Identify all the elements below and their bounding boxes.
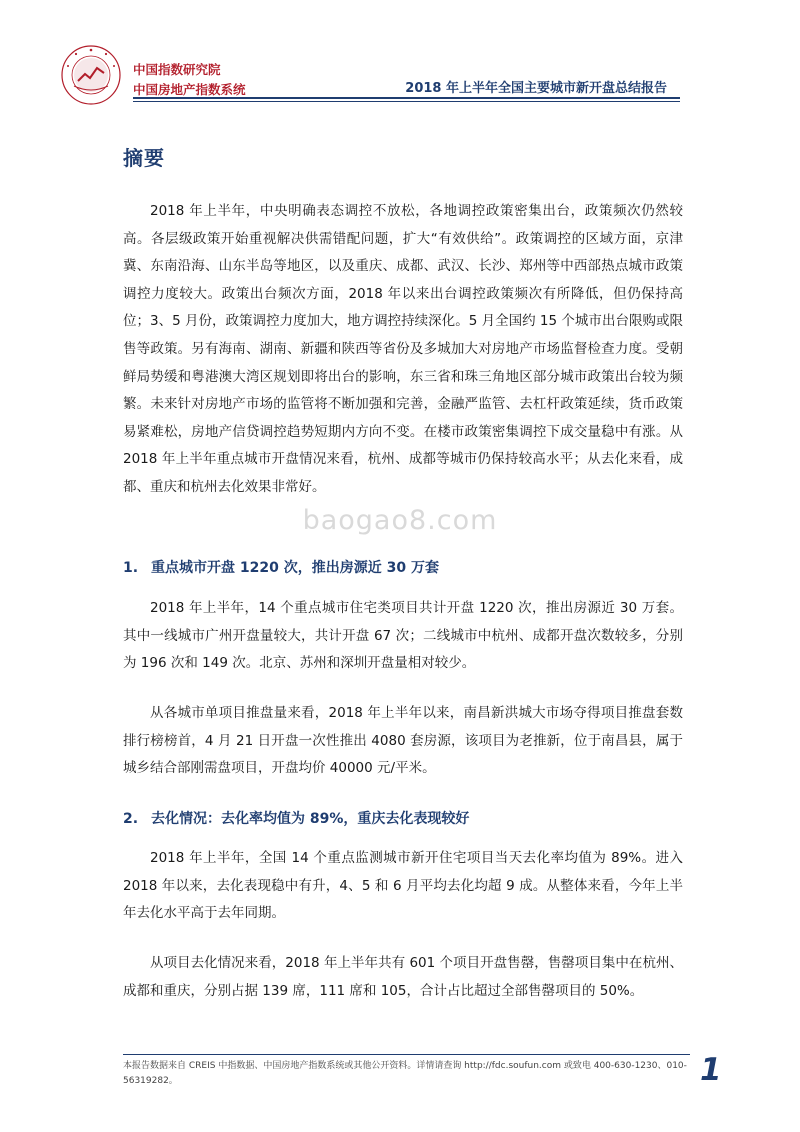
body-paragraph: 2018 年上半年，14 个重点城市住宅类项目共计开盘 1220 次，推出房源近 30 万套。其中一线城市广州开盘量较大，共计开盘 67 次；二线城市中杭州、成都开盘次数较多，分别为 196 次和 149 次。北京、苏州和深圳开盘量相对较少。 — [123, 600, 683, 672]
header-rule — [133, 97, 680, 99]
org-name-primary: 中国指数研究院 — [133, 62, 221, 77]
page-title: 摘要 — [123, 146, 165, 170]
org-name-secondary: 中国房地产指数系统 — [133, 82, 246, 97]
section-heading-1 — [123, 557, 439, 577]
section-number: 1. — [123, 560, 139, 576]
footer-rule — [123, 1054, 690, 1055]
header-rule-thin — [133, 101, 680, 102]
footer-note: 本报告数据来自 CREIS 中指数据、中国房地产指数系统或其他公开资料。详情请查询 http://fdc.soufun.com 或致电 400-630-1230、010-56319282。 — [123, 1061, 687, 1086]
body-paragraph: 从各城市单项目推盘量来看，2018 年上半年以来，南昌新洪城大市场夺得项目推盘套数排行榜榜首，4 月 21 日开盘一次性推出 4080 套房源，该项目为老推新，位于南昌县，属于城乡结合部刚需盘项目，开盘均价 40000 元/平米。 — [123, 705, 683, 777]
section-title: 重点城市开盘 1220 次，推出房源近 30 万套 — [151, 560, 439, 576]
report-title: 2018 年上半年全国主要城市新开盘总结报告 — [405, 81, 667, 96]
section-heading-2 — [123, 808, 469, 828]
page-number: 1 — [700, 1052, 722, 1088]
watermark: baogao8.com — [302, 505, 498, 536]
section-number: 2. — [123, 811, 139, 827]
institute-logo — [60, 44, 122, 106]
body-paragraph: 从项目去化情况来看，2018 年上半年共有 601 个项目开盘售罄，售罄项目集中在杭州、成都和重庆，分别占据 139 席，111 席和 105，合计占比超过全部售罄项目的 50%。 — [123, 955, 683, 999]
summary-paragraph: 2018 年上半年，中央明确表态调控不放松，各地调控政策密集出台，政策频次仍然较高。各层级政策开始重视解决供需错配问题，扩大“有效供给”。政策调控的区域方面，京津冀、东南沿海、山东半岛等地区，以及重庆、成都、武汉、长沙、郑州等中西部热点城市政策调控力度较大。政策出台频次方面，2018 年以来出台调控政策频次有所降低，但仍保持高位；3、5 月份，政策调控力度加大，地方调控持续深化。5 月全国约 15 个城市出台限购或限售等政策。另有海南、湖南、新疆和陕西等省份及多城加大对房地产市场监督检查力度。受朝鲜局势缓和粤港澳大湾区规划即将出台的影响，东三省和珠三角地区部分城市政策出台较为频繁。未来针对房地产市场的监管将不断加强和完善，金融严监管、去杠杆政策延续，货币政策易紧难松，房地产信贷调控趋势短期内方向不变。在楼市政策密集调控下成交量稳中有涨。从 2018 年上半年重点城市开盘情况来看，杭州、成都等城市仍保持较高水平；从去化来看，成都、重庆和杭州去化效果非常好。 — [123, 203, 683, 495]
body-paragraph: 2018 年上半年，全国 14 个重点监测城市新开住宅项目当天去化率均值为 89%。进入 2018 年以来，去化表现稳中有升，4、5 和 6 月平均去化均超 9 成。从整体来看，今年上半年去化水平高于去年同期。 — [123, 850, 683, 922]
section-title: 去化情况：去化率均值为 89%，重庆去化表现较好 — [151, 811, 470, 827]
